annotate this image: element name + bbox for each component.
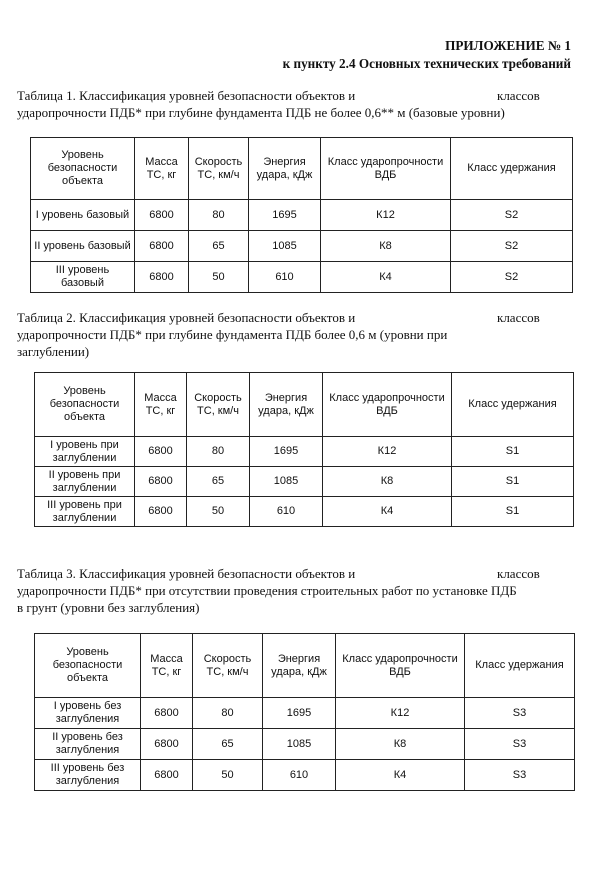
- table-cell: 610: [263, 760, 336, 791]
- table-cell: S2: [451, 231, 573, 262]
- table-cell: S3: [465, 760, 575, 791]
- table-cell: 50: [189, 262, 249, 293]
- table-1-caption-line-2: ударопрочности ПДБ* при глубине фундамента ПДБ не более 0,6** м (базовые уровни): [17, 105, 505, 120]
- table-cell: К12: [321, 200, 451, 231]
- table-row: [35, 698, 575, 729]
- table-2-header-energy: Энергия удара, кДж: [250, 373, 323, 437]
- table-cell: К4: [336, 760, 465, 791]
- table-cell: III уровень без заглубления: [35, 760, 141, 791]
- table-2-header-mass: Масса ТС, кг: [135, 373, 187, 437]
- table-cell: I уровень без заглубления: [35, 698, 141, 729]
- table-cell: III уровень базовый: [31, 262, 135, 293]
- table-cell: 50: [187, 497, 250, 527]
- table-cell: 1695: [250, 437, 323, 467]
- table-3-caption: [17, 565, 577, 616]
- table-cell: 6800: [135, 467, 187, 497]
- table-2-caption-line-2: ударопрочности ПДБ* при глубине фундамента ПДБ более 0,6 м (уровни при: [17, 327, 448, 342]
- table-row: [31, 262, 573, 293]
- table-2-header-impact-class: Класс ударопрочности ВДБ: [323, 373, 452, 437]
- table-cell: К8: [321, 231, 451, 262]
- table-cell: 6800: [141, 698, 193, 729]
- table-1-header-speed: Скорость ТС, км/ч: [189, 138, 249, 200]
- table-cell: III уровень при заглублении: [35, 497, 135, 527]
- table-3-caption-line-1-end: классов: [497, 566, 540, 581]
- table-2-caption: [17, 309, 577, 360]
- table-2-caption-line-1: Таблица 2. Классификация уровней безопасности объектов и: [17, 310, 356, 325]
- table-cell: II уровень при заглублении: [35, 467, 135, 497]
- table-cell: К12: [336, 698, 465, 729]
- table-cell: 6800: [141, 760, 193, 791]
- table-cell: К8: [323, 467, 452, 497]
- table-1-header-containment: Класс удержания: [451, 138, 573, 200]
- table-cell: 6800: [135, 231, 189, 262]
- table-cell: 65: [193, 729, 263, 760]
- table-1: [30, 137, 573, 293]
- table-cell: 1085: [250, 467, 323, 497]
- table-cell: 1085: [263, 729, 336, 760]
- table-row: [31, 231, 573, 262]
- table-2-caption-line-1-end: классов: [497, 310, 540, 325]
- table-cell: S1: [452, 467, 574, 497]
- table-cell: 6800: [135, 200, 189, 231]
- table-1-caption: [17, 87, 577, 121]
- table-3-caption-line-1: Таблица 3. Классификация уровней безопасности объектов и: [17, 566, 356, 581]
- table-cell: S2: [451, 262, 573, 293]
- table-1-header-energy: Энергия удара, кДж: [249, 138, 321, 200]
- table-cell: S1: [452, 437, 574, 467]
- table-1-header-mass: Масса ТС, кг: [135, 138, 189, 200]
- table-3-header-level: Уровень безопасности объекта: [35, 634, 141, 698]
- table-cell: 610: [250, 497, 323, 527]
- table-3-caption-line-2: ударопрочности ПДБ* при отсутствии проведения строительных работ по установке ПДБ: [17, 583, 517, 598]
- table-3-header-speed: Скорость ТС, км/ч: [193, 634, 263, 698]
- table-1-header-level: Уровень безопасности объекта: [31, 138, 135, 200]
- table-cell: 65: [189, 231, 249, 262]
- table-2-header-level: Уровень безопасности объекта: [35, 373, 135, 437]
- table-3-caption-line-3: в грунт (уровни без заглубления): [17, 600, 200, 615]
- table-2: [34, 372, 574, 527]
- table-cell: 1695: [263, 698, 336, 729]
- table-1-caption-line-1-end: классов: [497, 88, 540, 103]
- table-cell: К4: [323, 497, 452, 527]
- table-row: [35, 760, 575, 791]
- table-cell: S2: [451, 200, 573, 231]
- table-cell: К12: [323, 437, 452, 467]
- table-1-header-impact-class: Класс ударопрочности ВДБ: [321, 138, 451, 200]
- table-2-header-containment: Класс удержания: [452, 373, 574, 437]
- table-cell: 80: [187, 437, 250, 467]
- table-3: [34, 633, 575, 791]
- table-cell: 80: [189, 200, 249, 231]
- table-cell: S3: [465, 729, 575, 760]
- table-cell: I уровень базовый: [31, 200, 135, 231]
- table-cell: К4: [321, 262, 451, 293]
- table-cell: 6800: [135, 262, 189, 293]
- table-cell: II уровень базовый: [31, 231, 135, 262]
- table-3-header-energy: Энергия удара, кДж: [263, 634, 336, 698]
- table-cell: 610: [249, 262, 321, 293]
- table-1-caption-line-1: Таблица 1. Классификация уровней безопасности объектов и: [17, 88, 356, 103]
- table-row: [35, 437, 574, 467]
- table-row: [35, 467, 574, 497]
- table-cell: 6800: [141, 729, 193, 760]
- table-cell: II уровень без заглубления: [35, 729, 141, 760]
- appendix-subtitle: к пункту 2.4 Основных технических требований: [282, 56, 571, 71]
- table-cell: 65: [187, 467, 250, 497]
- appendix-title: ПРИЛОЖЕНИЕ № 1: [445, 38, 571, 53]
- table-2-header-speed: Скорость ТС, км/ч: [187, 373, 250, 437]
- table-row: [35, 497, 574, 527]
- table-row: [35, 729, 575, 760]
- table-cell: S1: [452, 497, 574, 527]
- table-cell: 6800: [135, 497, 187, 527]
- table-cell: 80: [193, 698, 263, 729]
- table-2-caption-line-3: заглублении): [17, 344, 90, 359]
- table-cell: 1695: [249, 200, 321, 231]
- table-cell: 6800: [135, 437, 187, 467]
- table-3-header-impact-class: Класс ударопрочности ВДБ: [336, 634, 465, 698]
- table-row: [31, 200, 573, 231]
- table-cell: I уровень при заглублении: [35, 437, 135, 467]
- table-3-header-mass: Масса ТС, кг: [141, 634, 193, 698]
- table-cell: 50: [193, 760, 263, 791]
- table-cell: 1085: [249, 231, 321, 262]
- table-3-header-containment: Класс удержания: [465, 634, 575, 698]
- table-cell: К8: [336, 729, 465, 760]
- table-cell: S3: [465, 698, 575, 729]
